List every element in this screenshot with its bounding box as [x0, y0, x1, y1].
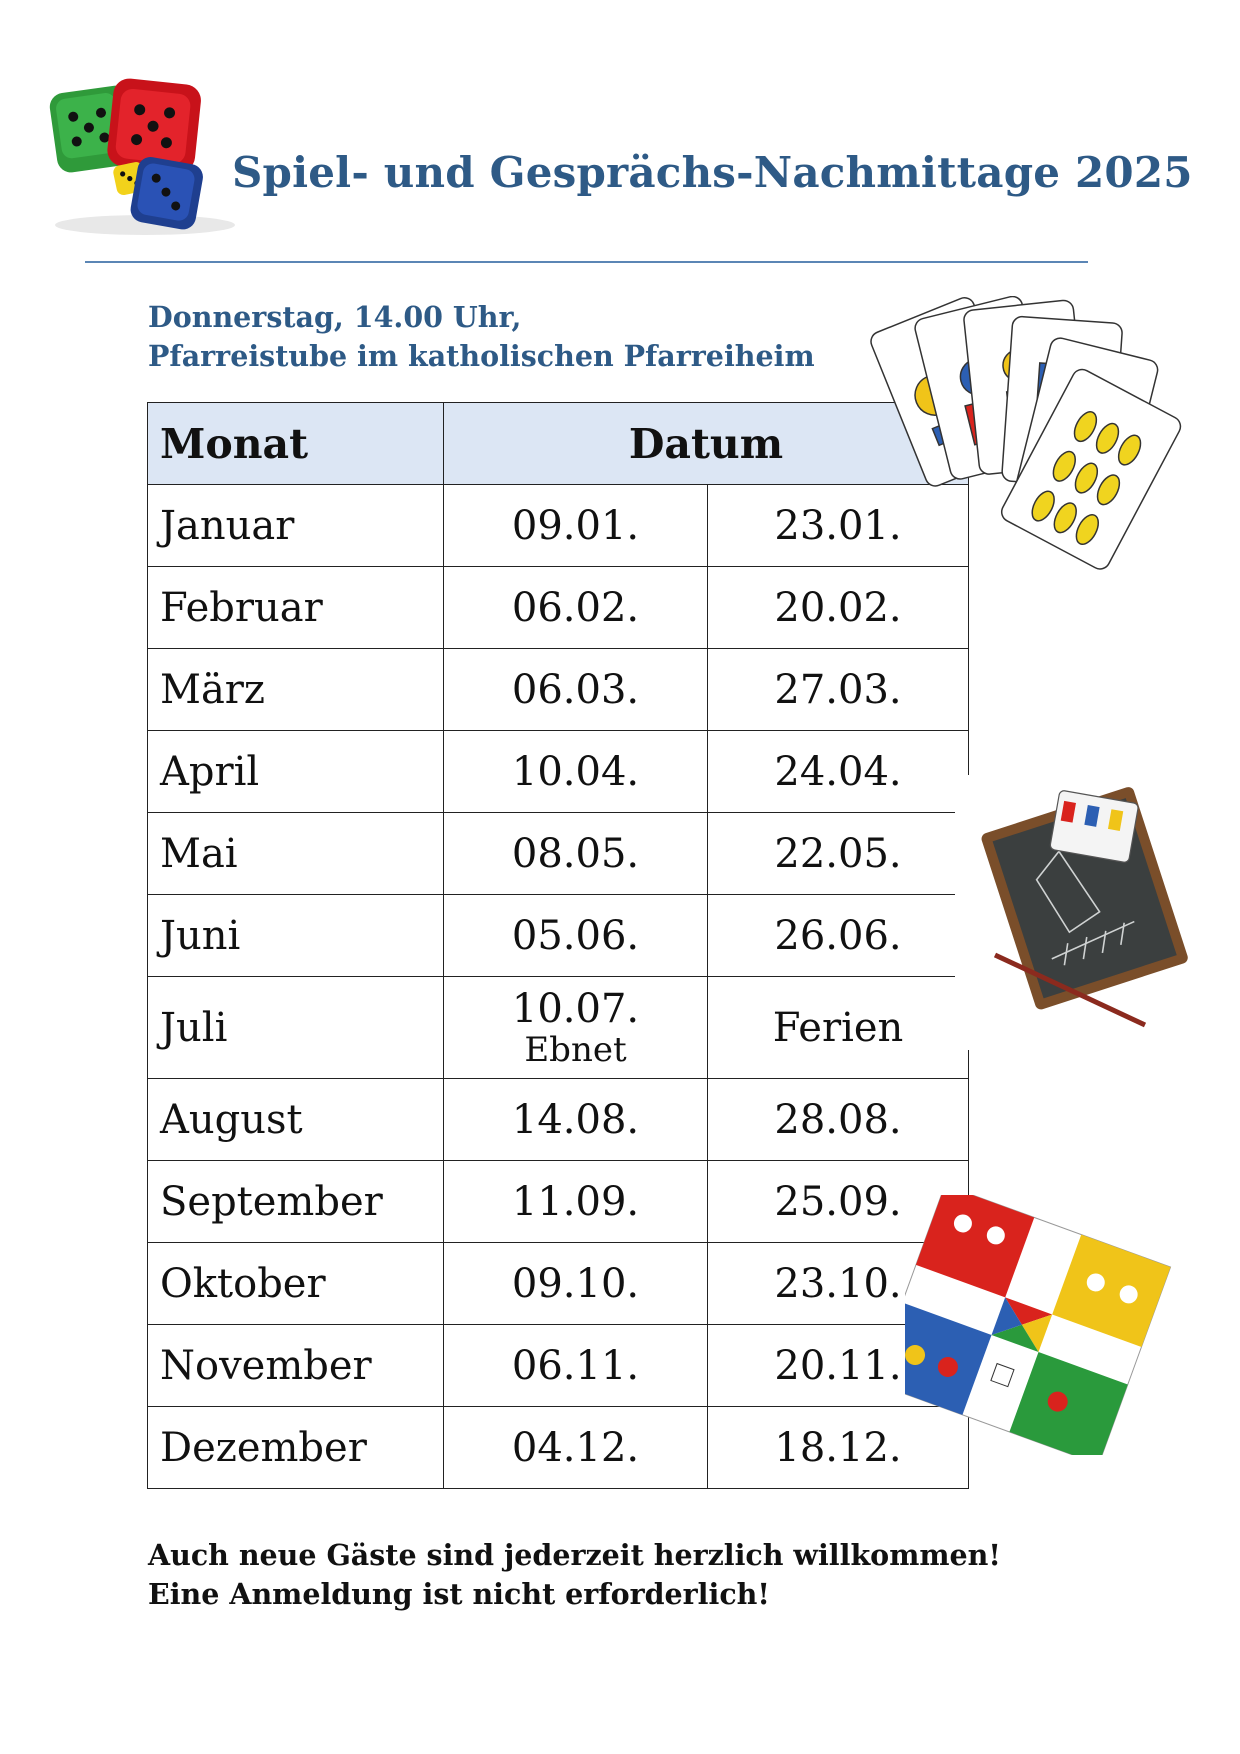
- date-cell-first: 04.12.: [444, 1407, 708, 1489]
- subtitle-line-location: Pfarreistube im katholischen Pfarreiheim: [148, 339, 815, 373]
- date-location-note: Ebnet: [524, 1029, 627, 1070]
- footer-line-registration: Eine Anmeldung ist nicht erforderlich!: [148, 1577, 770, 1611]
- table-row: [148, 1407, 969, 1489]
- footer-line-welcome: Auch neue Gäste sind jederzeit herzlich willkommen!: [148, 1538, 1001, 1572]
- table-row: [148, 977, 969, 1079]
- header-divider: [85, 261, 1088, 263]
- date-cell-first: 08.05.: [444, 813, 708, 895]
- date-cell-first: 06.03.: [444, 649, 708, 731]
- table-row: [148, 1079, 969, 1161]
- header-month: Monat: [148, 403, 444, 485]
- date-cell-second: 26.06.: [708, 895, 969, 977]
- date-cell-first: 06.11.: [444, 1325, 708, 1407]
- date-value: 10.07.: [511, 985, 640, 1032]
- subtitle-line-time: Donnerstag, 14.00 Uhr,: [148, 300, 522, 334]
- table-row: [148, 813, 969, 895]
- ludo-board-image: [905, 1195, 1195, 1455]
- month-cell: April: [148, 731, 444, 813]
- playing-cards-image: [828, 296, 1228, 602]
- date-cell-first: 11.09.: [444, 1161, 708, 1243]
- page-title: Spiel- und Gesprächs-Nachmittage 2025: [232, 148, 1193, 197]
- date-cell-first: 06.02.: [444, 567, 708, 649]
- month-cell: Januar: [148, 485, 444, 567]
- date-cell-second: 24.04.: [708, 731, 969, 813]
- date-cell-second: 18.12.: [708, 1407, 969, 1489]
- dice-icon: [40, 75, 240, 245]
- table-row: [148, 895, 969, 977]
- date-cell-second: 20.02.: [708, 567, 969, 649]
- date-cell-first: 05.06.: [444, 895, 708, 977]
- table-row: [148, 1325, 969, 1407]
- date-cell-second: Ferien: [708, 977, 969, 1079]
- table-row: [148, 1161, 969, 1243]
- date-cell-first: 09.01.: [444, 485, 708, 567]
- month-cell: Juli: [148, 977, 444, 1079]
- date-cell-first: 10.04.: [444, 731, 708, 813]
- header-date: Datum: [444, 403, 969, 485]
- footer-note: [148, 1536, 1001, 1614]
- date-cell-second: 23.01.: [708, 485, 969, 567]
- month-cell: Mai: [148, 813, 444, 895]
- date-cell-second: 23.10.: [708, 1243, 969, 1325]
- subtitle: [148, 298, 815, 376]
- month-cell: August: [148, 1079, 444, 1161]
- table-row: [148, 649, 969, 731]
- table-row: [148, 731, 969, 813]
- table-row: [148, 1243, 969, 1325]
- date-cell-first: [444, 977, 708, 1079]
- month-cell: Juni: [148, 895, 444, 977]
- month-cell: Oktober: [148, 1243, 444, 1325]
- month-cell: November: [148, 1325, 444, 1407]
- date-cell-second: 25.09.: [708, 1161, 969, 1243]
- date-cell-second: 27.03.: [708, 649, 969, 731]
- date-cell-second: 20.11.: [708, 1325, 969, 1407]
- month-cell: März: [148, 649, 444, 731]
- date-cell-second: 28.08.: [708, 1079, 969, 1161]
- date-cell-first: 14.08.: [444, 1079, 708, 1161]
- chalk-slate-image: [955, 775, 1200, 1050]
- month-cell: Dezember: [148, 1407, 444, 1489]
- date-cell-second: 22.05.: [708, 813, 969, 895]
- month-cell: September: [148, 1161, 444, 1243]
- month-cell: Februar: [148, 567, 444, 649]
- date-cell-first: 09.10.: [444, 1243, 708, 1325]
